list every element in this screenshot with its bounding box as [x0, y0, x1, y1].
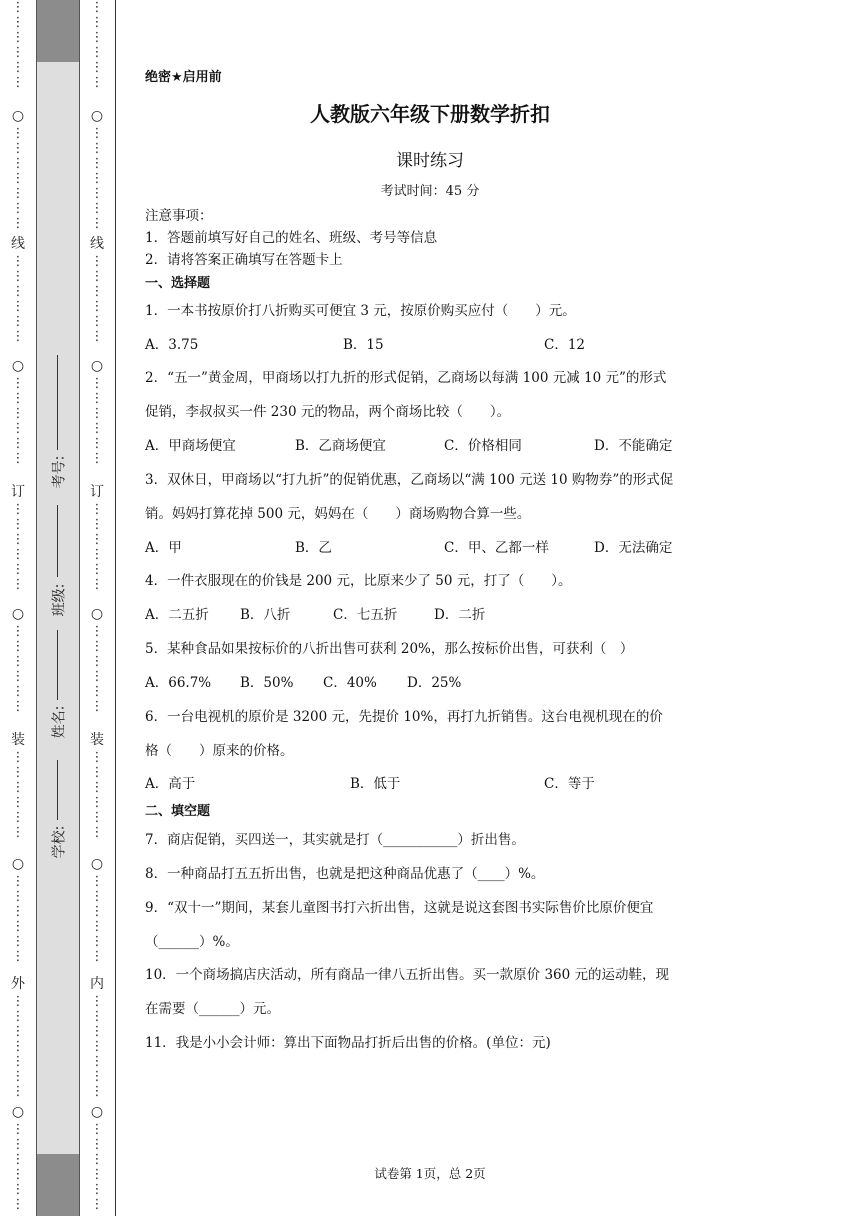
question-3-option-d[interactable]: D．无法确定	[594, 540, 673, 556]
question-3-option-b[interactable]: B．乙	[295, 540, 332, 556]
question-1-option-a[interactable]: A．3.75	[145, 337, 199, 353]
question-5-option-c[interactable]: C．40%	[323, 675, 377, 691]
outer-binding-mark: 线	[11, 236, 25, 252]
inner-dot-segment: ⋮ ⋮ ⋮ ⋮ ⋮ ⋮	[90, 502, 104, 592]
question-6-option-b[interactable]: B．低于	[350, 776, 401, 792]
inner-dot-segment: ⋮ ⋮ ⋮ ⋮ ⋮ ⋮ ⋮	[90, 126, 104, 231]
inner-dot-segment: ⋮ ⋮ ⋮ ⋮ ⋮ ⋮	[90, 874, 104, 964]
exam-number-field-label: 考号:	[51, 455, 67, 489]
outer-dot-segment: ⋮ ⋮ ⋮ ⋮ ⋮ ⋮	[11, 1122, 25, 1212]
inner-dot-column	[79, 0, 115, 1216]
question-5-option-d[interactable]: D．25%	[407, 675, 462, 691]
binding-line-right	[115, 0, 116, 1216]
question-5-option-a[interactable]: A．66.7%	[145, 675, 212, 691]
inner-dot-segment: ⋮ ⋮ ⋮ ⋮ ⋮ ⋮	[90, 624, 104, 714]
class-field-label: 班级:	[51, 583, 67, 617]
notice-item-2: 2．请将答案正确填写在答题卡上	[145, 252, 343, 268]
section-fill-title: 二、填空题	[145, 804, 211, 819]
question-4-option-d[interactable]: D．二折	[434, 607, 486, 623]
question-3-option-c[interactable]: C．甲、乙都一样	[444, 540, 549, 556]
question-2-option-c[interactable]: C．价格相同	[444, 438, 522, 454]
inner-binding-mark: 内	[90, 976, 104, 992]
question-6-text-line-2: 格（ ）原来的价格。	[145, 743, 294, 759]
question-4-option-c[interactable]: C．七五折	[333, 607, 398, 623]
question-5-option-b[interactable]: B．50%	[240, 675, 294, 691]
outer-binding-mark: 订	[11, 484, 25, 500]
question-2-text-line-2: 促销，李叔叔买一件 230 元的物品，两个商场比较（ ）。	[145, 404, 511, 420]
question-4-text: 4．一件衣服现在的价钱是 200 元，比原来少了 50 元，打了（ ）。	[145, 573, 572, 589]
question-1-text: 1．一本书按原价打八折购买可便宜 3 元，按原价购买应付（ ）元。	[145, 303, 576, 319]
outer-binding-mark: ○	[11, 606, 25, 622]
inner-dot-segment: ⋮ ⋮ ⋮ ⋮ ⋮ ⋮	[90, 0, 104, 90]
page-footer: 试卷第 1页，总 2页	[374, 1166, 486, 1181]
binding-outer-column	[0, 0, 36, 1216]
secret-label: 绝密★启用前	[145, 70, 222, 85]
binding-gray-strip	[36, 0, 80, 1216]
outer-dot-segment: ⋮ ⋮ ⋮ ⋮ ⋮ ⋮	[11, 750, 25, 840]
question-3-text-line-1: 3．双休日，甲商场以“打九折”的促销优惠，乙商场以“满 100 元送 10 购物券”的形式促	[145, 472, 674, 488]
question-6-option-a[interactable]: A．高于	[145, 776, 196, 792]
inner-dot-segment: ⋮ ⋮ ⋮ ⋮ ⋮ ⋮	[90, 376, 104, 466]
question-2-option-a[interactable]: A．甲商场便宜	[145, 438, 236, 454]
inner-binding-mark: ○	[90, 358, 104, 374]
outer-binding-mark: ○	[11, 1104, 25, 1120]
inner-binding-mark: 订	[90, 484, 104, 500]
question-2-option-b[interactable]: B．乙商场便宜	[295, 438, 386, 454]
name-field-blank[interactable]	[57, 630, 58, 700]
outer-binding-mark: ○	[11, 856, 25, 872]
outer-dot-column	[0, 0, 36, 1216]
school-field-label: 学校:	[51, 825, 67, 859]
question-1-option-b[interactable]: B．15	[343, 337, 384, 353]
question-4-option-b[interactable]: B．八折	[240, 607, 291, 623]
outer-dot-segment: ⋮ ⋮ ⋮ ⋮ ⋮ ⋮	[11, 624, 25, 714]
school-field-blank[interactable]	[57, 760, 58, 820]
inner-binding-mark: ○	[90, 1104, 104, 1120]
question-3-option-a[interactable]: A．甲	[145, 540, 182, 556]
exam-subtitle: 课时练习	[396, 151, 464, 171]
inner-dot-segment: ⋮ ⋮ ⋮ ⋮ ⋮ ⋮	[90, 750, 104, 840]
name-field-label: 姓名:	[51, 705, 67, 739]
question-5-text: 5．某种食品如果按标价的八折出售可获利 20%，那么按标价出售，可获利（ ）	[145, 641, 634, 657]
outer-dot-segment: ⋮ ⋮ ⋮ ⋮ ⋮ ⋮	[11, 502, 25, 592]
outer-binding-mark: ○	[11, 108, 25, 124]
exam-number-field-blank[interactable]	[57, 355, 58, 450]
question-6-text-line-1: 6．一台电视机的原价是 3200 元，先提价 10%，再打九折销售。这台电视机现在的价	[145, 709, 663, 725]
question-10-text-line-2: 在需要（______）元。	[145, 1001, 280, 1017]
outer-dot-segment: ⋮ ⋮ ⋮ ⋮ ⋮ ⋮	[11, 0, 25, 90]
inner-dot-segment: ⋮ ⋮ ⋮ ⋮ ⋮ ⋮ ⋮	[90, 994, 104, 1099]
exam-title: 人教版六年级下册数学折扣	[310, 102, 550, 126]
question-2-option-d[interactable]: D．不能确定	[594, 438, 673, 454]
question-1-option-c[interactable]: C．12	[544, 337, 586, 353]
binding-inner-column	[79, 0, 115, 1216]
inner-dot-segment: ⋮ ⋮ ⋮ ⋮ ⋮ ⋮	[90, 1122, 104, 1212]
outer-dot-segment: ⋮ ⋮ ⋮ ⋮ ⋮ ⋮	[11, 376, 25, 466]
question-11-text: 11．我是小小会计师：算出下面物品打折后出售的价格。(单位：元)	[145, 1035, 551, 1051]
question-3-text-line-2: 销。妈妈打算花掉 500 元，妈妈在（ ）商场购物合算一些。	[145, 506, 531, 522]
inner-dot-segment: ⋮ ⋮ ⋮ ⋮ ⋮ ⋮	[90, 254, 104, 344]
question-9-text-line-2: （______）%。	[145, 934, 239, 950]
notice-heading: 注意事项：	[145, 208, 213, 224]
section-choice-title: 一、选择题	[145, 276, 211, 291]
inner-binding-mark: ○	[90, 108, 104, 124]
inner-binding-mark: ○	[90, 856, 104, 872]
outer-binding-mark: 装	[11, 732, 25, 748]
notice-item-1: 1．答题前填写好自己的姓名、班级、考号等信息	[145, 230, 438, 246]
outer-binding-mark: ○	[11, 358, 25, 374]
inner-binding-mark: 线	[90, 236, 104, 252]
question-2-text-line-1: 2．“五一”黄金周，甲商场以打九折的形式促销，乙商场以每满 100 元减 10 元”的形式	[145, 370, 667, 386]
question-7-text: 7．商店促销，买四送一，其实就是打（___________）折出售。	[145, 832, 525, 848]
question-4-option-a[interactable]: A．二五折	[145, 607, 209, 623]
gray-strip-cap-top	[37, 0, 79, 62]
inner-binding-mark: 装	[90, 732, 104, 748]
question-8-text: 8．一种商品打五五折出售，也就是把这种商品优惠了（____）%。	[145, 866, 545, 882]
question-6-option-c[interactable]: C．等于	[544, 776, 595, 792]
outer-dot-segment: ⋮ ⋮ ⋮ ⋮ ⋮ ⋮	[11, 254, 25, 344]
outer-dot-segment: ⋮ ⋮ ⋮ ⋮ ⋮ ⋮ ⋮	[11, 126, 25, 231]
outer-dot-segment: ⋮ ⋮ ⋮ ⋮ ⋮ ⋮	[11, 874, 25, 964]
outer-binding-mark: 外	[11, 976, 25, 992]
inner-binding-mark: ○	[90, 606, 104, 622]
question-10-text-line-1: 10．一个商场搞店庆活动，所有商品一律八五折出售。买一款原价 360 元的运动鞋，现	[145, 967, 670, 983]
exam-time: 考试时间：45 分	[380, 184, 480, 199]
class-field-blank[interactable]	[57, 505, 58, 577]
question-9-text-line-1: 9．“双十一”期间，某套儿童图书打六折出售，这就是说这套图书实际售价比原价便宜	[145, 900, 654, 916]
outer-dot-segment: ⋮ ⋮ ⋮ ⋮ ⋮ ⋮ ⋮	[11, 994, 25, 1099]
